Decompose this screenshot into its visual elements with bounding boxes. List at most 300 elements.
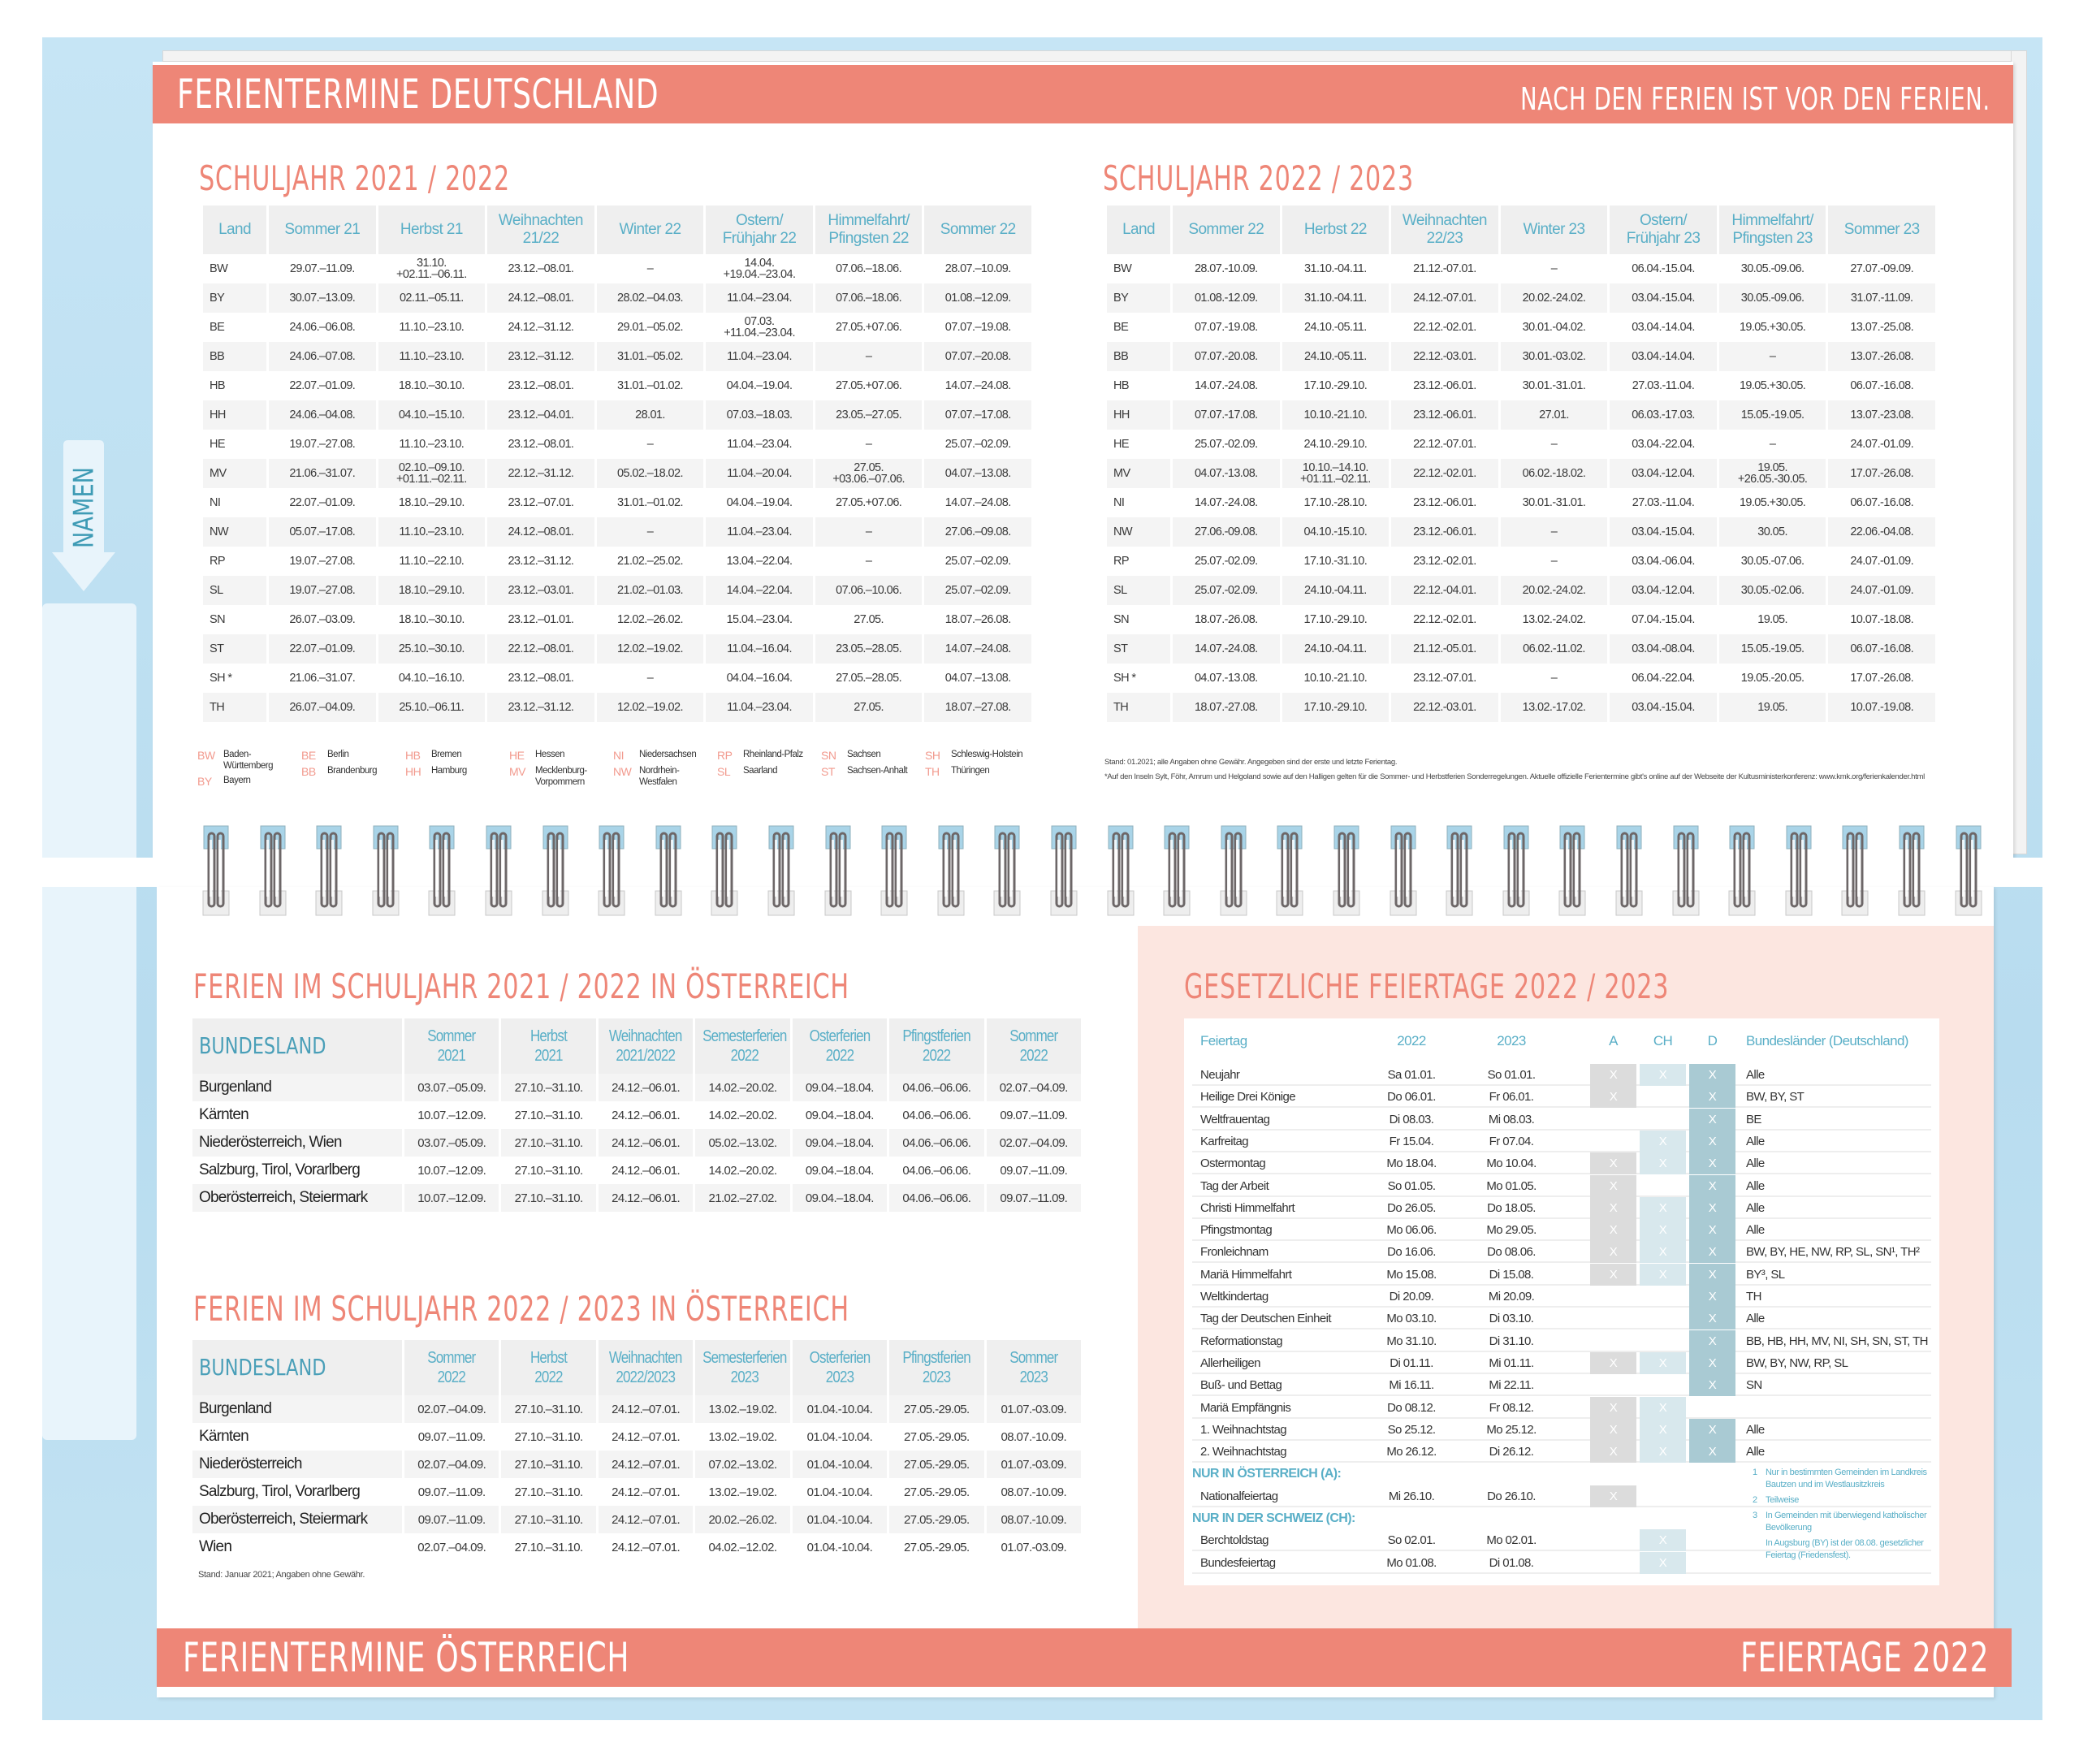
row-label: SH * (210, 672, 232, 685)
date-cell: 27.05. (854, 613, 884, 626)
spiral-ring (258, 824, 287, 918)
holiday-name: Bundesfeiertag (1200, 1555, 1276, 1570)
table-row (1107, 400, 1935, 430)
row-label: NW (203, 517, 266, 547)
table-row (203, 371, 1031, 400)
date-cell: 02.07.–04.09. (987, 1074, 1081, 1101)
date-cell: 01.04.-10.04. (806, 1429, 873, 1444)
date-cell: 09.07.–11.09. (1000, 1163, 1068, 1178)
country-mark-ch: X (1640, 1197, 1686, 1219)
date-cell: 22.07.–01.09. (269, 634, 376, 664)
row-label: BW (1113, 262, 1132, 275)
date-cell: 03.04.-14.04. (1610, 342, 1717, 371)
date-cell: 11.10.–23.10. (378, 342, 486, 371)
date-cell: 14.07.–24.08. (924, 634, 1031, 664)
row-label: HB (210, 379, 225, 392)
date-cell: 27.05.-29.05. (904, 1540, 970, 1554)
table-row (192, 1478, 1081, 1506)
table-row (1107, 283, 1935, 313)
table-row (192, 1506, 1081, 1533)
date-cell: 14.07.-24.08. (1173, 634, 1280, 664)
column-header: Semesterferien 2022 (702, 1027, 787, 1065)
date-cell: 18.10.–30.10. (398, 379, 465, 392)
date-cell: 10.07.–12.09. (417, 1163, 486, 1178)
date-cell: 25.07.–02.09. (924, 576, 1031, 605)
legend-group (925, 749, 1026, 788)
date-cell: 27.05. (815, 693, 923, 722)
date-cell: 28.07.–10.09. (944, 262, 1011, 275)
date-cell: 06.02.-11.02. (1501, 634, 1608, 664)
date-cell: 13.02.–19.02. (708, 1485, 777, 1499)
date-cell: 19.05. (1719, 693, 1826, 722)
row-label: RP (1113, 555, 1129, 568)
row-label: BY (1107, 283, 1170, 313)
date-cell: 27.05.–28.05. (836, 672, 902, 685)
holiday-name: Reformationstag (1200, 1334, 1283, 1348)
date-cell: 17.10.-29.10. (1303, 613, 1368, 626)
date-cell: 01.08.-12.09. (1173, 283, 1280, 313)
row-label: Kärnten (199, 1106, 249, 1123)
spiral-ring (1671, 824, 1701, 918)
legend-item (613, 765, 714, 788)
date-cell: 23.12.–03.01. (487, 576, 594, 605)
states-list: BE (1746, 1112, 1761, 1126)
legend-name: Schleswig-Holstein (951, 750, 1023, 759)
country-mark-d: X (1689, 1374, 1735, 1396)
date-cell: 06.03.-17.03. (1610, 400, 1717, 430)
holiday-name: Karfreitag (1200, 1134, 1249, 1148)
date-cell: 27.10.–31.10. (514, 1429, 583, 1444)
column-header-cell (404, 1340, 499, 1395)
spiral-ring (1445, 824, 1474, 918)
holiday-row (1192, 1241, 1931, 1263)
footer-band (157, 1628, 2012, 1687)
row-label: BE (1113, 321, 1129, 334)
date-cell: 30.05.-02.06. (1719, 576, 1826, 605)
date-cell: 24.12.–08.01. (487, 283, 594, 313)
date-cell: 07.06.–18.06. (815, 283, 923, 313)
date-cell: 02.07.–04.09. (404, 1451, 499, 1478)
date-cell: 24.12.–06.01. (599, 1074, 693, 1101)
date-2022: Mo 18.04. (1386, 1157, 1437, 1171)
holiday-name: Tag der Deutschen Einheit (1200, 1312, 1331, 1326)
date-cell: – (1550, 555, 1558, 568)
column-header: Sommer 2022 (1009, 1027, 1058, 1065)
date-cell: 28.01. (597, 400, 704, 430)
table-row (1107, 517, 1935, 547)
states-list: Alle (1746, 1134, 1765, 1148)
date-cell: – (646, 672, 654, 685)
date-cell: 23.12.-06.01. (1413, 379, 1476, 392)
legend-item (301, 749, 402, 762)
date-cell: 23.12.–07.01. (508, 496, 574, 509)
spiral-ring (201, 824, 231, 918)
table-row (1107, 459, 1935, 488)
date-2022: So 02.01. (1387, 1533, 1436, 1548)
row-label: BE (210, 321, 225, 334)
date-2023: Di 31.10. (1489, 1334, 1534, 1348)
legend-code: SN (821, 749, 836, 762)
holiday-row (1192, 1308, 1931, 1329)
states-list: Alle (1746, 1200, 1765, 1215)
date-cell: 27.10.–31.10. (514, 1108, 583, 1122)
notes-tab-panel[interactable] (42, 603, 136, 1440)
holiday-name: Mariä Empfängnis (1200, 1400, 1291, 1415)
section-switzerland-only: NUR IN DER SCHWEIZ (CH): (1192, 1511, 1355, 1525)
date-2022: So 01.05. (1387, 1178, 1436, 1193)
date-cell: 04.04.–16.04. (726, 672, 793, 685)
column-header: D (1707, 1033, 1718, 1048)
section-austria-only: NUR IN ÖSTERREICH (A): (1192, 1467, 1342, 1481)
legend-group (301, 749, 402, 788)
date-cell: 03.04.-12.04. (1610, 459, 1717, 488)
footnote (1753, 1494, 1935, 1507)
column-header: CH (1653, 1033, 1673, 1048)
date-cell: 11.04.–23.04. (727, 438, 792, 451)
holiday-row (1192, 1352, 1931, 1374)
namen-label: NAMEN (67, 467, 101, 548)
country-mark-a: X (1590, 1397, 1636, 1419)
date-cell: 01.04.-10.04. (793, 1395, 887, 1423)
spiral-ring (936, 824, 966, 918)
date-2023: Do 08.06. (1487, 1245, 1536, 1260)
date-cell: 04.07.–13.08. (924, 459, 1031, 488)
date-cell: 01.04.-10.04. (806, 1485, 873, 1499)
date-cell: 09.04.–18.04. (805, 1163, 874, 1178)
date-cell: 18.10.–30.10. (398, 613, 465, 626)
column-header: Sommer 22 (1173, 205, 1280, 254)
date-cell: 27.10.–31.10. (514, 1540, 583, 1554)
legend-code: RP (717, 749, 733, 762)
date-cell: 19.05.+30.05. (1739, 321, 1806, 334)
date-cell: 04.06.–06.06. (902, 1108, 971, 1122)
date-cell: 14.07.-24.08. (1194, 379, 1258, 392)
date-cell: 01.07.-03.09. (987, 1451, 1081, 1478)
date-cell: 09.07.–11.09. (404, 1506, 499, 1533)
section-title-de-2122: SCHULJAHR 2021 / 2022 (199, 158, 510, 198)
country-mark-d: X (1689, 1419, 1735, 1441)
spiral-ring (880, 824, 909, 918)
date-cell: 19.07.–27.08. (289, 438, 356, 451)
date-cell: 08.07.-10.09. (987, 1506, 1081, 1533)
date-cell: 24.12.–31.12. (508, 321, 574, 334)
date-cell: 20.02.–26.02. (695, 1506, 789, 1533)
spiral-ring (1275, 824, 1304, 918)
spiral-ring (1727, 824, 1757, 918)
column-header: Sommer 23 (1828, 205, 1935, 254)
column-header-cell (793, 1018, 887, 1074)
date-2023: Mi 08.03. (1488, 1112, 1535, 1126)
legend-item (301, 765, 402, 778)
date-cell: 07.07.–20.08. (924, 342, 1031, 371)
column-header-cell (695, 1018, 789, 1074)
column-header: Weihnachten 2022/2023 (609, 1349, 682, 1386)
country-mark-a: X (1590, 1352, 1636, 1374)
column-header: Sommer 21 (269, 205, 376, 254)
date-cell: 13.07.-25.08. (1850, 321, 1914, 334)
date-cell: 24.12.–06.01. (612, 1163, 681, 1178)
spiral-ring (1502, 824, 1531, 918)
date-cell: 13.02.-24.02. (1522, 613, 1586, 626)
date-cell: 15.05.-19.05. (1719, 634, 1826, 664)
row-label: Oberösterreich, Steiermark (192, 1184, 402, 1212)
date-cell: 03.04.-15.04. (1610, 693, 1717, 722)
date-cell: 31.01.–05.02. (597, 342, 704, 371)
country-mark-a: X (1590, 1152, 1636, 1174)
legend-item (405, 749, 506, 762)
spiral-ring (597, 824, 626, 918)
date-cell: 12.02.–26.02. (617, 613, 683, 626)
date-cell: 03.07.–05.09. (404, 1074, 499, 1101)
namen-arrow-tab[interactable] (50, 439, 117, 593)
date-2022: Sa 01.01. (1387, 1068, 1436, 1082)
date-cell: – (1769, 438, 1776, 451)
date-cell: 04.10.-15.10. (1282, 517, 1390, 547)
section-title-at-2122: FERIEN IM SCHULJAHR 2021 / 2022 IN ÖSTERREICH (193, 966, 849, 1006)
column-header: Land (203, 205, 266, 254)
date-cell: 30.07.–13.09. (269, 283, 376, 313)
table-row (203, 576, 1031, 605)
date-cell: 09.07.–11.09. (417, 1429, 486, 1444)
states-list: Alle (1746, 1178, 1765, 1193)
legend-group (197, 749, 298, 788)
column-header-cell (889, 1018, 983, 1074)
table-row (203, 605, 1031, 634)
spiral-ring (1106, 824, 1135, 918)
row-label: SH * (1113, 672, 1136, 685)
column-header: Weihnachten 2021/2022 (609, 1027, 682, 1065)
legend-name: Thüringen (951, 766, 990, 776)
legend-name: Brandenburg (327, 766, 377, 776)
legend-code: NW (613, 765, 632, 778)
date-cell: 14.02.–20.02. (695, 1074, 789, 1101)
date-cell: 24.12.–07.01. (599, 1451, 693, 1478)
date-cell: 23.12.–31.12. (487, 693, 594, 722)
date-cell: 02.11.–05.11. (378, 283, 486, 313)
date-2022: Di 08.03. (1389, 1112, 1434, 1126)
holiday-name: Ostermontag (1200, 1157, 1266, 1171)
date-cell: 18.10.–29.10. (398, 496, 465, 509)
holiday-row (1192, 1419, 1931, 1441)
spiral-ring (1389, 824, 1418, 918)
date-cell: 23.12.–04.01. (487, 400, 594, 430)
spiral-ring (767, 824, 796, 918)
date-2023: Mo 29.05. (1486, 1223, 1537, 1238)
column-header: 2023 (1497, 1033, 1526, 1048)
date-2022: Do 16.06. (1387, 1245, 1436, 1260)
country-mark-d: X (1689, 1109, 1735, 1131)
date-2023: Mi 01.11. (1489, 1355, 1534, 1370)
row-label: NW (1107, 517, 1170, 547)
states-list: Alle (1746, 1068, 1765, 1082)
date-cell: 11.04.–23.04. (706, 283, 813, 313)
country-mark-ch: X (1640, 1397, 1686, 1419)
date-cell: 13.02.–19.02. (708, 1429, 777, 1444)
column-header: Winter 22 (597, 205, 704, 254)
table-row (192, 1074, 1081, 1101)
date-cell: 03.04.-12.04. (1610, 576, 1717, 605)
date-cell: – (1501, 517, 1608, 547)
section-title-de-2223: SCHULJAHR 2022 / 2023 (1103, 158, 1414, 198)
date-cell: 07.07.-20.08. (1173, 342, 1280, 371)
country-mark-d: X (1689, 1441, 1735, 1463)
date-cell: 28.07.-10.09. (1194, 262, 1258, 275)
date-cell: 30.01.-31.01. (1522, 379, 1586, 392)
date-cell: 22.12.–31.12. (487, 459, 594, 488)
legend-code: ST (821, 765, 835, 778)
holiday-row (1192, 1109, 1931, 1131)
legend-code: NI (613, 749, 624, 762)
holidays-table-de-2122 (201, 205, 1034, 722)
date-cell: 29.07.–11.09. (289, 262, 355, 275)
table-row (203, 459, 1031, 488)
date-cell: 22.12.-02.01. (1413, 613, 1476, 626)
column-header-cell (695, 1340, 789, 1395)
table-row (192, 1129, 1081, 1157)
legend-code: HE (509, 749, 525, 762)
date-cell: 06.07.-16.08. (1828, 634, 1935, 664)
date-cell: 19.05.+30.05. (1739, 496, 1806, 509)
column-header-cell (501, 1018, 595, 1074)
footnote-number: 2 (1753, 1495, 1757, 1505)
footnote-text: In Augsburg (BY) ist der 08.08. gesetzlicher Feiertag (Friedensfest). (1766, 1538, 1924, 1560)
date-cell: 22.07.–01.09. (289, 379, 356, 392)
row-label: Burgenland (192, 1074, 402, 1101)
column-header-cell (192, 1340, 402, 1395)
states-list: Alle (1746, 1157, 1765, 1171)
holiday-name: 1. Weihnachtstag (1200, 1422, 1287, 1437)
legend-code: HB (405, 749, 421, 762)
country-mark-a: X (1590, 1241, 1636, 1263)
column-header: BUNDESLAND (199, 1032, 326, 1059)
row-label: HB (1113, 379, 1129, 392)
holiday-row (1192, 1264, 1931, 1286)
country-mark-d: X (1689, 1352, 1735, 1374)
date-cell: 22.12.-02.01. (1413, 321, 1476, 334)
date-cell: 11.10.–23.10. (378, 517, 486, 547)
section-title-feiertage: GESETZLICHE FEIERTAGE 2022 / 2023 (1184, 966, 1670, 1006)
date-2023: Mi 22.11. (1489, 1378, 1534, 1393)
footnote-number: 3 (1753, 1511, 1757, 1520)
date-cell: 30.01.-04.02. (1522, 321, 1586, 334)
header-row (1107, 205, 1935, 254)
date-cell: 13.07.-26.08. (1828, 342, 1935, 371)
footnote (1753, 1510, 1935, 1534)
date-cell: 27.05.+07.06. (835, 379, 902, 392)
legend-item (509, 765, 610, 788)
date-cell: 31.01.–01.02. (617, 379, 683, 392)
spiral-ring (823, 824, 853, 918)
date-cell: 22.06.-04.08. (1828, 517, 1935, 547)
legend-item (613, 749, 714, 762)
country-mark-ch: X (1640, 1152, 1686, 1174)
spiral-ring (427, 824, 456, 918)
table-row (192, 1101, 1081, 1129)
footnote-number: 1 (1753, 1468, 1757, 1477)
holiday-row (1192, 1131, 1931, 1152)
date-cell: 22.07.–01.09. (289, 496, 356, 509)
date-cell: 31.01.–01.02. (617, 496, 683, 509)
date-cell: 24.06.–07.08. (269, 342, 376, 371)
legend-code: TH (925, 765, 940, 778)
date-2022: Di 20.09. (1389, 1290, 1434, 1304)
holidays-table-de-2223 (1104, 205, 1938, 722)
row-label: HE (210, 438, 225, 451)
date-cell: 24.07.-01.09. (1828, 576, 1935, 605)
holiday-row (1192, 1219, 1931, 1241)
date-cell: 24.10.-05.11. (1282, 342, 1390, 371)
date-cell: 14.04. +19.04.–23.04. (723, 257, 796, 281)
date-2023: Mi 20.09. (1488, 1290, 1535, 1304)
legend-group (717, 749, 818, 788)
date-cell: 05.02.–18.02. (597, 459, 704, 488)
date-cell: 19.05. +26.05.-30.05. (1719, 459, 1826, 488)
column-header-cell (192, 1018, 402, 1074)
date-cell: 25.07.-02.09. (1194, 555, 1258, 568)
header-band (153, 65, 2013, 123)
date-cell: 07.03. +11.04.–23.04. (724, 315, 795, 339)
date-cell: 21.12.-05.01. (1391, 634, 1498, 664)
spiral-ring (1954, 824, 1983, 918)
page-stack-edge (162, 50, 2016, 62)
date-cell: 26.07.–04.09. (269, 693, 376, 722)
legend-code: BB (301, 765, 316, 778)
column-header: Semesterferien 2023 (702, 1349, 787, 1386)
legend-name: Hamburg (431, 766, 467, 776)
table-row (1107, 371, 1935, 400)
date-cell: 17.07.-26.08. (1828, 459, 1935, 488)
row-label: SL (203, 576, 266, 605)
date-cell: 18.07.-26.08. (1194, 613, 1258, 626)
date-cell: 27.05.+07.06. (835, 321, 902, 334)
date-cell: 27.05.-29.05. (889, 1506, 983, 1533)
date-cell: 30.05.-09.06. (1740, 262, 1805, 275)
date-cell: 24.12.–06.01. (599, 1129, 693, 1157)
date-cell: 11.10.–23.10. (399, 438, 465, 451)
column-header: Herbst 21 (378, 205, 486, 254)
country-mark-a: X (1590, 1441, 1636, 1463)
spiral-ring (710, 824, 739, 918)
date-cell: 11.04.–23.04. (706, 693, 813, 722)
date-2022: Mi 16.11. (1389, 1378, 1434, 1393)
spiral-ring (1614, 824, 1644, 918)
column-header: Sommer 2021 (427, 1027, 476, 1065)
table-row (1107, 547, 1935, 576)
states-list: BW, BY, ST (1746, 1090, 1805, 1105)
country-mark-a: X (1590, 1419, 1636, 1441)
table-row (203, 430, 1031, 459)
date-cell: 22.12.-02.01. (1391, 459, 1498, 488)
date-cell: 12.02.–19.02. (597, 634, 704, 664)
date-cell: 03.04.-15.04. (1610, 517, 1717, 547)
column-header: Bundesländer (Deutschland) (1746, 1033, 1908, 1048)
footnote-text: Nur in bestimmten Gemeinden im Landkreis Bautzen und im Westlausitzkreis (1766, 1468, 1927, 1489)
holiday-row (1192, 1397, 1931, 1419)
table-row (1107, 254, 1935, 283)
date-2023: Di 26.12. (1489, 1445, 1534, 1459)
holiday-name: Weltkindertag (1200, 1290, 1269, 1304)
legend-name: Berlin (327, 750, 349, 759)
date-cell: 07.02.–13.02. (695, 1451, 789, 1478)
date-cell: 23.12.-06.01. (1413, 496, 1476, 509)
states-list: Alle (1746, 1445, 1765, 1459)
date-cell: – (865, 438, 872, 451)
date-cell: 11.04.–23.04. (706, 342, 813, 371)
date-cell: 09.07.–11.09. (1000, 1108, 1068, 1122)
footnote-text: In Gemeinden mit überwiegend katholischer Bevölkerung (1766, 1511, 1927, 1533)
date-cell: 30.05.-09.06. (1719, 283, 1826, 313)
date-cell: 04.02.–12.02. (708, 1540, 777, 1554)
